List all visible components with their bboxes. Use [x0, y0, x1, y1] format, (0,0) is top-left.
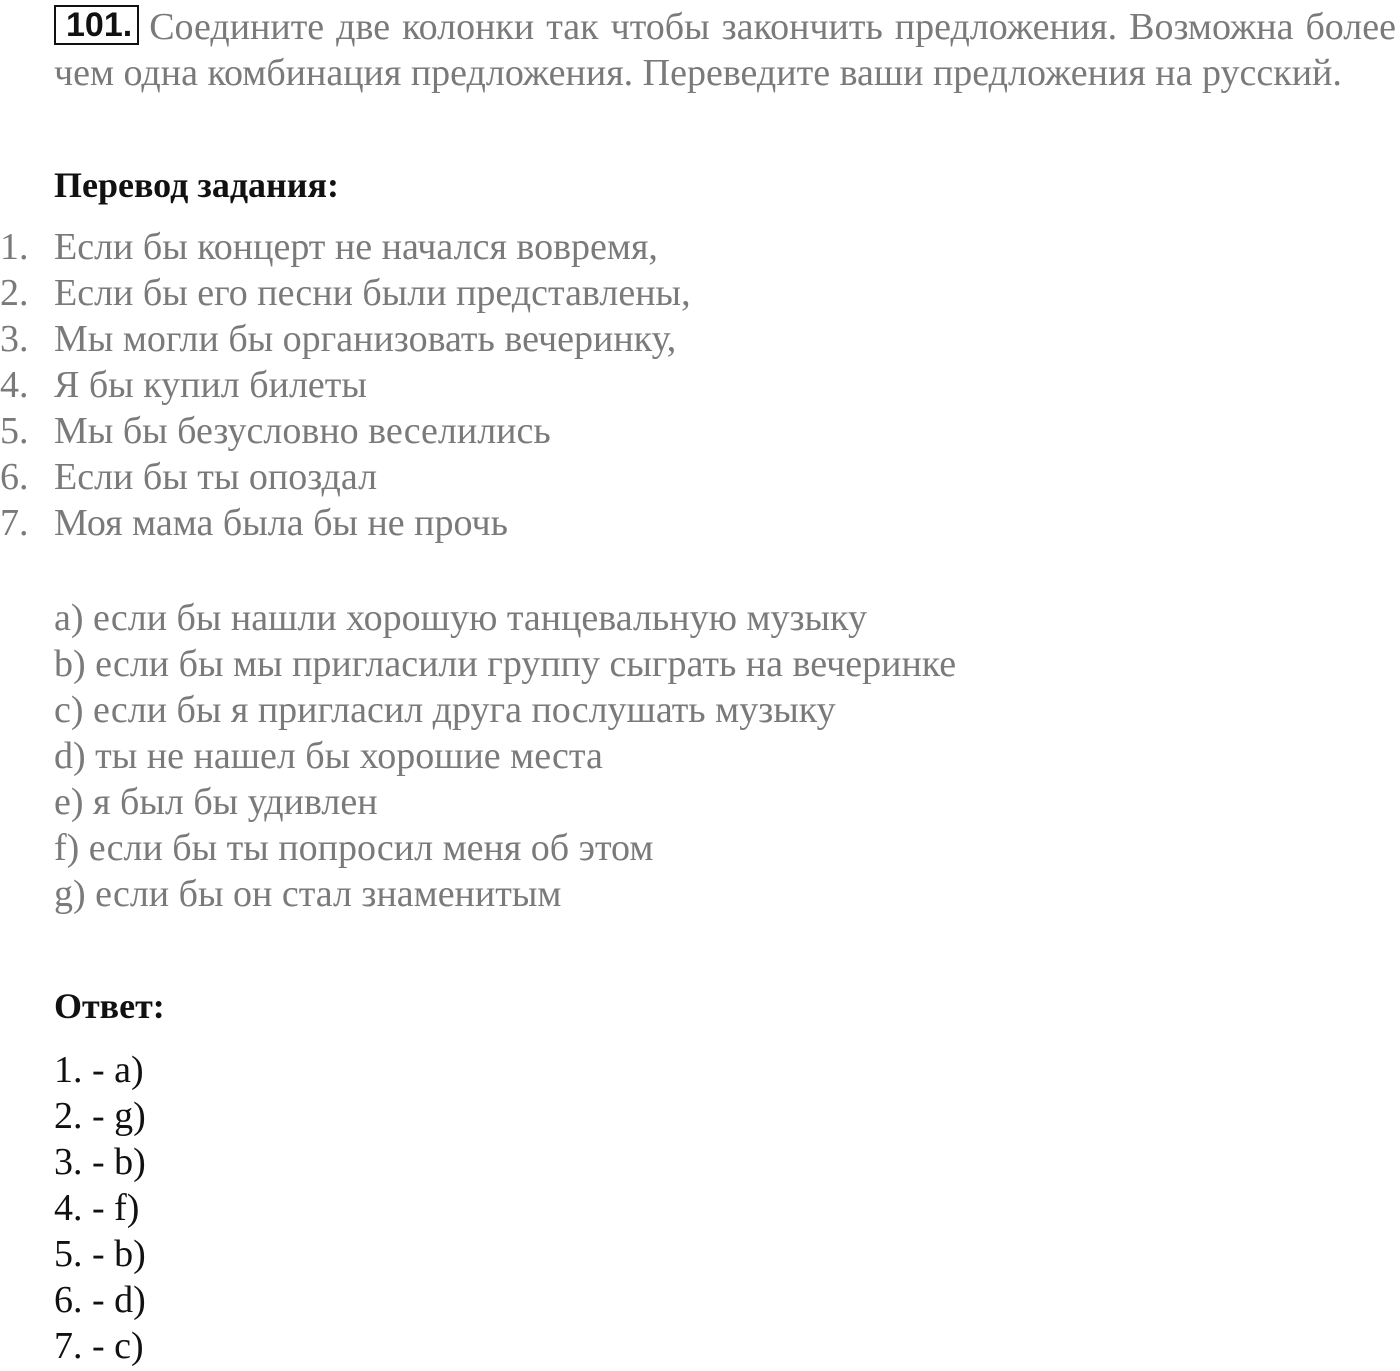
item-number: 3.	[0, 318, 29, 360]
item-text: Если бы концерт не начался вовремя,	[54, 226, 658, 268]
sentence-ending-item: c) если бы я пригласил друга послушать музыку	[54, 689, 836, 731]
sentence-ending-item: b) если бы мы пригласили группу сыграть на вечеринке	[54, 643, 957, 685]
sentence-ending-item: e) я был бы удивлен	[54, 781, 378, 823]
sentence-start-item	[0, 316, 691, 362]
answer-heading: Ответ:	[54, 986, 165, 1026]
answers-list	[54, 1047, 146, 1369]
answer-item: 1. - a)	[54, 1049, 144, 1091]
answer-item: 2. - g)	[54, 1095, 146, 1137]
item-number: 4.	[0, 364, 29, 406]
sentence-start-item	[0, 454, 691, 500]
item-text: Моя мама была бы не прочь	[54, 502, 508, 544]
item-number: 1.	[0, 226, 29, 268]
sentence-start-item	[0, 224, 691, 270]
sentence-ending-item: d) ты не нашел бы хорошие места	[54, 735, 603, 777]
sentence-start-item	[0, 362, 691, 408]
sentence-ending-item: a) если бы нашли хорошую танцевальную музыку	[54, 597, 867, 639]
item-text: Я бы купил билеты	[54, 364, 367, 406]
task-number-badge: 101.	[54, 5, 139, 45]
sentence-starts-list	[0, 224, 691, 546]
sentence-ending-item: g) если бы он стал знаменитым	[54, 873, 562, 915]
answer-item: 7. - c)	[54, 1325, 144, 1367]
task-instruction-block	[54, 4, 1396, 96]
answer-item: 4. - f)	[54, 1187, 140, 1229]
answer-item: 6. - d)	[54, 1279, 146, 1321]
sentence-endings-list	[54, 595, 956, 917]
answer-item: 3. - b)	[54, 1141, 146, 1183]
task-instruction-text: Соедините две колонки так чтобы закончить предложения. Возможна более чем одна комбинация предложения. Переведите ваши предложения на русский.	[54, 6, 1396, 94]
sentence-ending-item: f) если бы ты попросил меня об этом	[54, 827, 654, 869]
item-text: Мы бы безусловно веселились	[54, 410, 551, 452]
item-number: 6.	[0, 456, 29, 498]
item-number: 5.	[0, 410, 29, 452]
answer-item: 5. - b)	[54, 1233, 146, 1275]
item-number: 2.	[0, 272, 29, 314]
item-text: Мы могли бы организовать вечеринку,	[54, 318, 677, 360]
sentence-start-item	[0, 408, 691, 454]
translation-heading: Перевод задания:	[54, 165, 339, 205]
item-text: Если бы ты опоздал	[54, 456, 378, 498]
sentence-start-item	[0, 500, 691, 546]
sentence-start-item	[0, 270, 691, 316]
item-text: Если бы его песни были представлены,	[54, 272, 691, 314]
item-number: 7.	[0, 502, 29, 544]
